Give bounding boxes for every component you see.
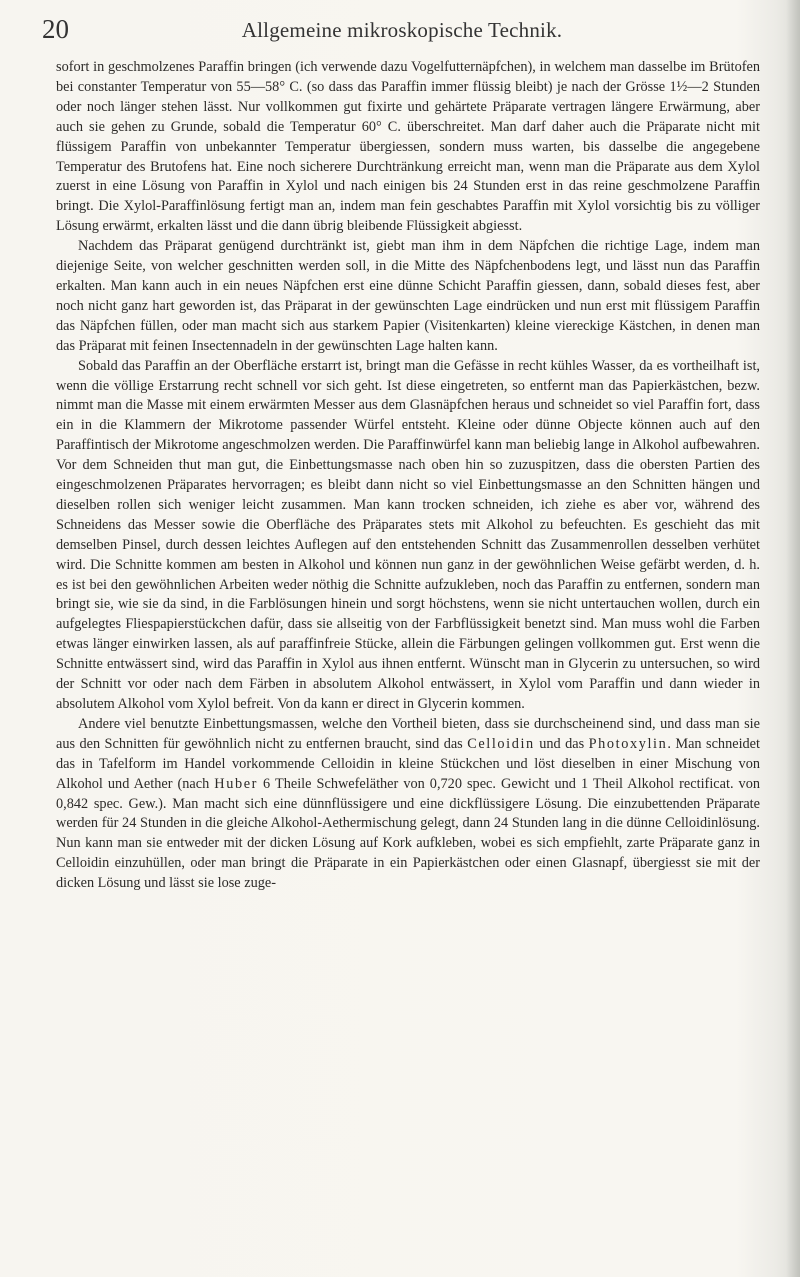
body-text: [56, 58, 760, 894]
term-photoxylin: Photoxylin: [588, 735, 668, 752]
running-title: Allgemeine mikroskopische Technik.: [241, 18, 563, 42]
paragraph-orientation: Nachdem das Präparat genügend durchtränkt ist, giebt man ihm in dem Näpfchen die richtige Lage, indem man diejenige Seite, von welcher geschnitten werden soll, in die Mitte des Näpfchenbodens legt, und lässt nun das Paraffin erkalten. Man kann auch in ein neues Näpfchen erst eine dünne Schicht Paraffin giessen, dann, sobald dieses fest, aber noch nicht ganz hart geworden ist, das Präparat in der gewünschten Lage eindrücken und nun erst mit flüssigem Paraffin das Näpfchen füllen, oder man macht sich aus starkem Papier (Visitenkarten) kleine viereckige Kästchen, in denen man das Präparat mit feinen Insectennadeln in der gewünschten Lage halten kann.: [56, 238, 760, 354]
paragraph-text: und das: [534, 735, 589, 752]
page-edge-shadow: [786, 0, 800, 1277]
running-head: [42, 14, 762, 46]
paragraph-paraffin-embedding: sofort in geschmolzenes Paraffin bringen (ich verwende dazu Vogelfutternäpfchen), in welchem man dasselbe im Brütofen bei constanter Temperatur von 55—58° C. (so dass das Paraffin immer flüssig bleibt) je nach der Grösse 1½—2 Stunden oder noch länger stehen lässt. Nur vollkommen gut fixirte und gehärtete Präparate vertragen längere Erwärmung, aber auch sie gehen zu Grunde, sobald die Temperatur 60° C. überschreitet. Man darf daher auch die Präparate nicht mit flüssigem Paraffin von unbekannter Temperatur übergiessen, sondern muss warten, bis dasselbe die angegebene Temperatur des Brutofens hat. Eine noch sicherere Durchtränkung erreicht man, wenn man die Präparate aus dem Xylol zuerst in eine Lösung von Paraffin in Xylol und nach einigen bis 24 Stunden erst in das reine geschmolzene Paraffin bringt. Die Xylol-Paraffinlösung fertigt man an, indem man fein geschabtes Paraffin mit Xylol vorsichtig bis zu völliger Lösung erwärmt, erkalten lässt und die dann übrig bleibende Flüssigkeit abgiesst.: [56, 59, 760, 235]
paragraph-celloidin: [56, 715, 760, 894]
paragraph-text: 6 Theile Schwefeläther von 0,720 spec. Gewicht und 1 Theil Alkohol rectificat. von 0,842 spec. Gew.). Man macht sich eine dünnflüssigere und eine dickflüssigere Lösung. Die einzubettenden Präparate werden für 24 Stunden in die gleiche Alkohol-Aethermischung gelegt, dann 24 Stunden lang in die dünne Celloidinlösung. Nun kann man sie entweder mit der dicken Lösung auf Kork aufkleben, wobei es sich empfiehlt, zarte Präparate ganz in Celloidin einzuhüllen, oder man bringt die Präparate in ein Papierkästchen oder einen Glasnapf, übergiesst sie mit der dicken Lösung und lässt sie lose zuge-: [56, 775, 761, 892]
term-celloidin: Celloidin: [467, 735, 535, 752]
paragraph-text: Andere viel benutzte Einbettungsmassen, welche den Vortheil bieten, dass sie durchscheinend sind, und dass man sie aus den Schnitten für gewöhnlich nicht zu entfernen braucht, sind das: [56, 715, 760, 752]
paragraph-cutting: Sobald das Paraffin an der Oberfläche erstarrt ist, bringt man die Gefässe in recht kühles Wasser, da es vortheilhaft ist, wenn die völlige Erstarrung recht schnell vor sich geht. Ist diese eingetreten, so entfernt man das Papierkästchen, bezw. nimmt man die Masse mit einem erwärmten Messer aus dem Glasnäpfchen heraus und schneidet so viel Paraffin fort, dass ein in die Klammern der Mikrotome passender Würfel entsteht. Kleine oder dünne Objecte können auch auf den Paraffintisch der Mikrotome angeschmolzen werden. Die Paraffinwürfel kann man beliebig lange in Alkohol aufbewahren. Vor dem Schneiden thut man gut, die Einbettungsmasse nach oben hin so zuzuspitzen, dass die obersten Partien des eingeschmolzenen Präparates hervorragen; es bleibt dann nicht so viel Einbettungsmasse an den Schnitten hängen und dieselben rollen sich weniger leicht zusammen. Man kann trocken schneiden, ich ziehe es aber vor, während des Schneidens das Messer sowie die Oberfläche des Präparates stets mit Alkohol zu befeuchten. Es geschieht das mit demselben Pinsel, durch dessen leichtes Auflegen auf den entstehenden Schnitt das Zusammenrollen desselben verhütet wird. Die Schnitte kommen am besten in Alkohol und können nun ganz in der gewöhnlichen Weise gefärbt werden, d. h. es ist bei den gewöhnlichen Arbeiten weder nöthig die Schnitte aufzukleben, noch das Paraffin zu entfernen, sondern man bringt sie, wie sie da sind, in die Farblösungen hinein und sorgt höchstens, wenn sie nicht untertauchen wollen, durch ein aufgelegtes Fliespapierstückchen dafür, dass sie allseitig von der Farbflüssigkeit benetzt sind. Man muss wohl die Farben etwas länger einwirken lassen, als auf paraffinfreie Stücke, allein die Färbungen gelingen vollkommen gut. Erst wenn die Schnitte entwässert sind, wird das Paraffin in Xylol aus ihnen entfernt. Wünscht man in Glycerin zu untersuchen, so wird der Schnitt vor oder nach dem Färben in absolutem Alkohol entwässert, in Xylol vom Paraffin und dann wieder in absolutem Alkohol vom Xylol befreit. Von da kann er direct in Glycerin kommen.: [56, 357, 760, 712]
page-number: 20: [42, 14, 69, 44]
paragraph-text: . Man schneidet das in Tafelform im Handel vorkommende Celloidin in kleine Stückchen und löst dieselben in einer Mischung von Alkohol und Aether (nach: [56, 735, 761, 792]
author-name: Huber: [214, 775, 259, 792]
